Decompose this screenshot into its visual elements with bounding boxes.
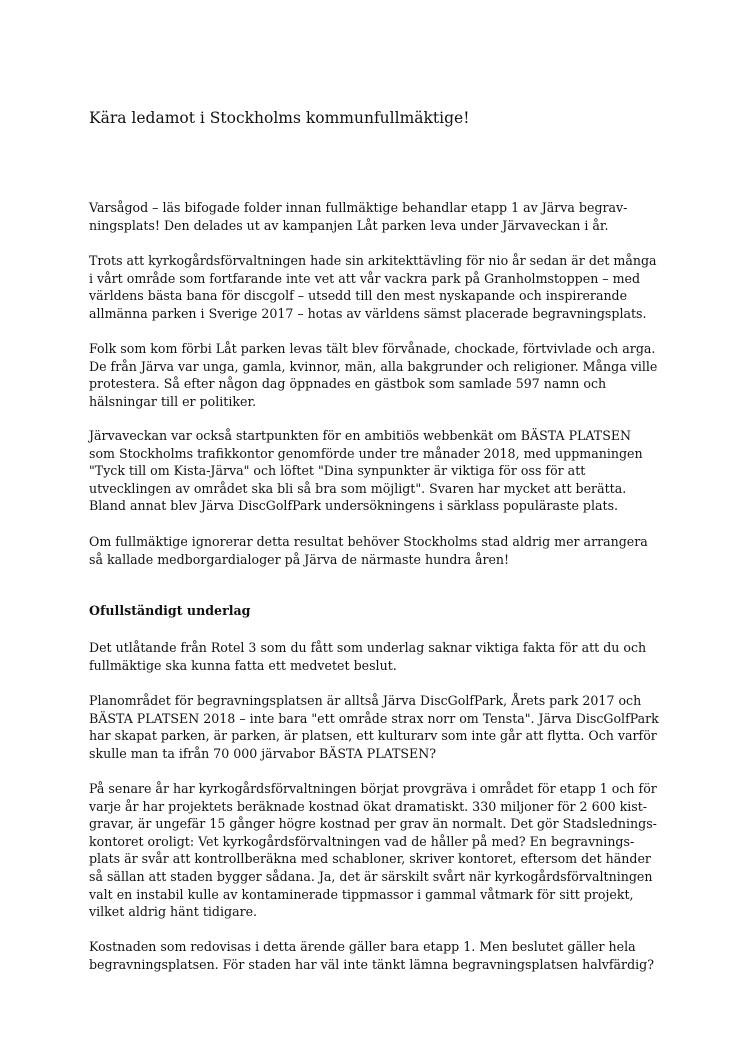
paragraph-line: Folk som kom förbi Låt parken levas tält blev förvånade, chockade, förtvivlade och arga. — [89, 341, 656, 356]
paragraph-line: De från Järva var unga, gamla, kvinnor, män, alla bakgrunder och religioner. Många ville — [89, 358, 658, 374]
paragraph-2 — [89, 252, 669, 322]
paragraph-line: "Tyck till om Kista-Järva" och löftet "Dina synpunkter är viktiga för oss för att — [89, 463, 586, 479]
paragraph-line: så kallade medborgardialoger på Järva de närmaste hundra åren! — [89, 551, 510, 567]
paragraph-line: ningsplats! Den delades ut av kampanjen Låt parken leva under Järvaveckan i år. — [89, 217, 609, 233]
paragraph-line: skulle man ta ifrån 70 000 järvabor BÄSTA PLATSEN? — [89, 745, 436, 761]
paragraph-line: gravar, är ungefär 15 gånger högre kostnad per grav än normalt. Det gör Stadslednings- — [89, 816, 657, 832]
paragraph-line: vilket aldrig hänt tidigare. — [89, 904, 258, 920]
paragraph-line: protestera. Så efter någon dag öppnades en gästbok som samlade 597 namn och — [89, 376, 607, 392]
paragraph-line: hälsningar till er politiker. — [89, 393, 257, 409]
paragraph-9 — [89, 938, 669, 973]
paragraph-6 — [89, 639, 669, 674]
paragraph-line: Planområdet för begravningsplatsen är alltså Järva DiscGolfPark, Årets park 2017 och — [89, 693, 642, 708]
paragraph-line: utvecklingen av området ska bli så bra som möjligt". Svaren har mycket att berätta. — [89, 480, 627, 496]
paragraph-line: valt en instabil kulle av kontaminerade tippmassor i gammal våtmark för sitt projekt, — [89, 886, 634, 902]
paragraph-line: varje år har projektets beräknade kostnad ökat dramatiskt. 330 miljoner för 2 600 kist- — [89, 798, 648, 814]
paragraph-line: som Stockholms trafikkontor genomförde under tre månader 2018, med uppmaningen — [89, 445, 643, 461]
paragraph-line: Det utlåtande från Rotel 3 som du fått som underlag saknar viktiga fakta för att du och — [89, 640, 647, 655]
paragraph-line: Varsågod – läs bifogade folder innan fullmäktige behandlar etapp 1 av Järva begrav- — [89, 200, 628, 215]
paragraph-line: På senare år har kyrkogårdsförvaltningen börjat provgräva i området för etapp 1 och för — [89, 781, 657, 796]
paragraph-line: världens bästa bana för discgolf – utsedd till den mest nyskapande och inspirerande — [89, 288, 628, 304]
paragraph-line: begravningsplatsen. För staden har väl inte tänkt lämna begravningsplatsen halvfärdig? — [89, 956, 654, 972]
paragraph-line: Kostnaden som redovisas i detta ärende gäller bara etapp 1. Men beslutet gäller hela — [89, 939, 636, 954]
paragraph-line: fullmäktige ska kunna fatta ett medvetet beslut. — [89, 657, 397, 673]
paragraph-3 — [89, 340, 669, 410]
paragraph-line: allmänna parken i Sverige 2017 – hotas av världens sämst placerade begravningsplats. — [89, 305, 647, 321]
paragraph-1 — [89, 199, 669, 234]
letter-title: Kära ledamot i Stockholms kommunfullmäktige! — [89, 109, 470, 127]
paragraph-line: Bland annat blev Järva DiscGolfPark undersökningens i särklass populäraste plats. — [89, 498, 619, 514]
paragraph-4 — [89, 427, 669, 515]
section-heading: Ofullständigt underlag — [89, 603, 251, 618]
paragraph-line: har skapat parken, är parken, är platsen, ett kulturarv som inte går att flytta. Och varför — [89, 728, 657, 744]
paragraph-line: plats är svår att kontrollberäkna med schabloner, skriver kontoret, eftersom det händer — [89, 851, 651, 867]
paragraph-8 — [89, 780, 669, 921]
paragraph-line: BÄSTA PLATSEN 2018 – inte bara "ett område strax norr om Tensta". Järva DiscGolfPark — [89, 710, 659, 726]
paragraph-7 — [89, 692, 669, 762]
paragraph-line: Om fullmäktige ignorerar detta resultat behöver Stockholms stad aldrig mer arrangera — [89, 534, 648, 549]
paragraph-line: så sällan att staden bygger sådana. Ja, det är särskilt svårt när kyrkogårdsförvaltningen — [89, 868, 653, 884]
paragraph-line: i vårt område som fortfarande inte vet att vår vackra park på Granholmstoppen – med — [89, 270, 641, 286]
paragraph-5 — [89, 533, 669, 568]
paragraph-line: Järvaveckan var också startpunkten för en ambitiös webbenkät om BÄSTA PLATSEN — [89, 428, 632, 443]
paragraph-line: kontoret oroligt: Vet kyrkogårdsförvaltningen vad de håller på med? En begravnings- — [89, 833, 635, 849]
paragraph-line: Trots att kyrkogårdsförvaltningen hade sin arkitekttävling för nio år sedan är det många — [89, 253, 657, 268]
